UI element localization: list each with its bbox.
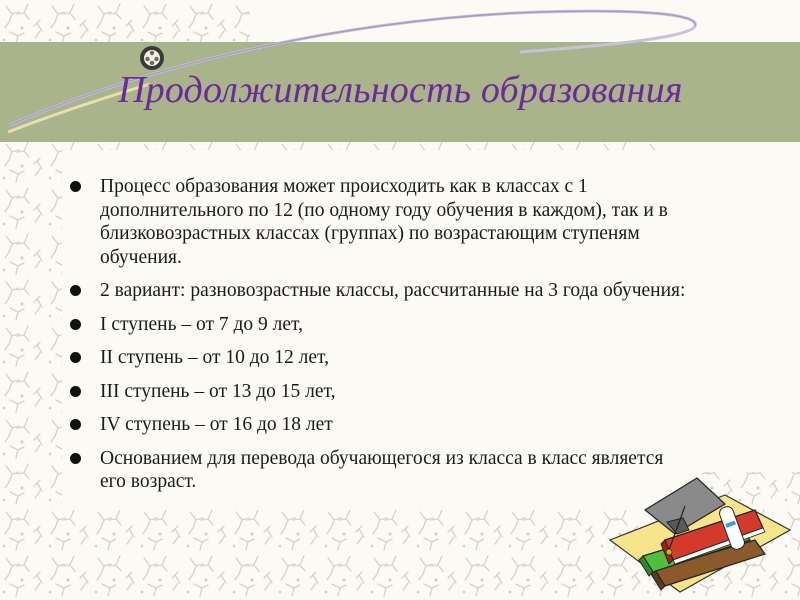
bullet-dot-icon <box>70 319 81 330</box>
list-item <box>68 346 688 370</box>
list-item <box>68 447 688 494</box>
bullet-text: I ступень – от 7 до 9 лет, <box>100 313 303 335</box>
bullet-dot-icon <box>70 419 81 430</box>
bullet-text: III ступень – от 13 до 15 лет, <box>100 380 336 402</box>
bullet-dot-icon <box>70 285 81 296</box>
list-item <box>68 313 688 337</box>
books-and-cap-illustration <box>605 470 795 595</box>
list-item <box>68 413 688 437</box>
bullet-list <box>68 175 688 494</box>
bullet-dot-icon <box>70 181 81 192</box>
bullet-text: IV ступень – от 16 до 18 лет <box>100 414 333 435</box>
list-item <box>68 175 688 269</box>
content-area <box>68 175 688 504</box>
bullet-text: II ступень – от 10 до 12 лет, <box>100 347 329 368</box>
bullet-dot-icon <box>70 453 81 464</box>
slide-title: Продолжительность образования <box>118 69 683 111</box>
bullet-text: Процесс образования может происходить как в классах с 1 дополнительного по 12 (по одному году обучения в каждом), так и в близковозрастных классах (группах) по возрастающим ступеням обучения. <box>100 176 668 268</box>
list-item <box>68 279 688 303</box>
bullet-dot-icon <box>70 352 81 363</box>
bullet-text: Основанием для перевода обучающегося из класса в класс является его возраст. <box>100 447 664 492</box>
bullet-dot-icon <box>70 386 81 397</box>
bullet-text: 2 вариант: разновозрастные классы, рассчитанные на 3 года обучения: <box>100 280 686 301</box>
list-item <box>68 380 688 404</box>
